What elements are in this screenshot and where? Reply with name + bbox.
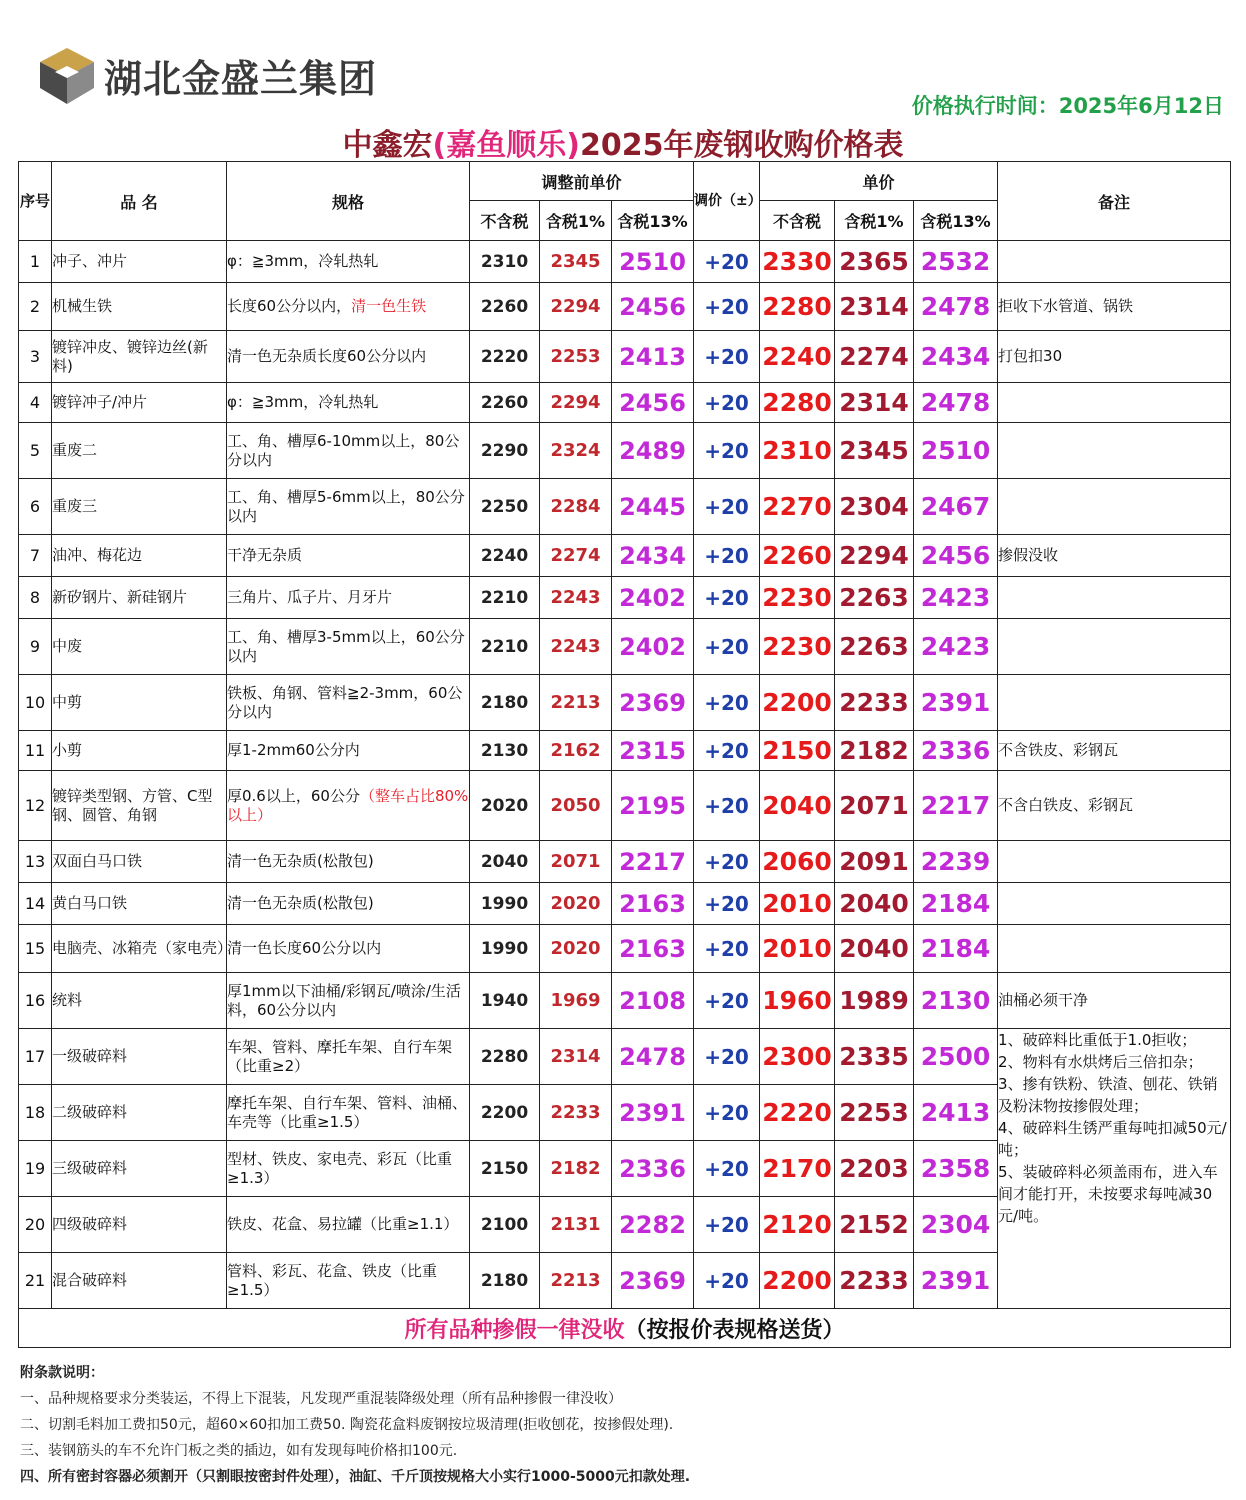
before-price-no-tax: 2040 xyxy=(470,841,540,883)
item-spec-text: 铁板、角钢、管料≧2-3mm，60公分以内 xyxy=(227,683,463,721)
table-row xyxy=(19,283,1231,331)
terms-item: 四、所有密封容器必须割开（只割眼按密封件处理），油缸、千斤顶按规格大小实行1000-5000元扣款处理. xyxy=(20,1469,691,1485)
cube-logo-icon xyxy=(36,44,98,106)
before-price-no-tax: 2260 xyxy=(470,383,540,423)
table-row xyxy=(19,383,1231,423)
before-price-tax13: 2217 xyxy=(612,841,694,883)
row-number: 19 xyxy=(19,1141,52,1197)
price-no-tax: 2150 xyxy=(760,731,835,771)
before-price-no-tax: 2210 xyxy=(470,619,540,675)
before-price-no-tax: 2220 xyxy=(470,331,540,383)
item-spec xyxy=(227,241,470,283)
item-spec-highlight: （整车占比80%以上） xyxy=(227,786,469,824)
before-price-tax1: 1969 xyxy=(540,973,612,1029)
terms-item: 一、品种规格要求分类装运，不得上下混装，凡发现严重混装降级处理（所有品种掺假一律没收） xyxy=(20,1391,622,1407)
item-name: 中废 xyxy=(52,619,227,675)
price-tax13: 2423 xyxy=(914,577,998,619)
item-spec-text: 清一色长度60公分以内 xyxy=(227,939,382,957)
item-spec xyxy=(227,577,470,619)
before-price-tax1: 2020 xyxy=(540,925,612,973)
price-tax13: 2391 xyxy=(914,675,998,731)
price-tax13: 2478 xyxy=(914,383,998,423)
header-note: 备注 xyxy=(998,162,1231,241)
row-number: 13 xyxy=(19,841,52,883)
table-row xyxy=(19,1029,1231,1085)
table-row xyxy=(19,771,1231,841)
page-title: 中鑫宏(嘉鱼顺乐)2025年废钢收购价格表 xyxy=(342,128,904,163)
item-spec-highlight: 清一色生铁 xyxy=(351,297,427,315)
header-adjust: 调价（±） xyxy=(694,162,760,241)
header-name: 品 名 xyxy=(52,162,227,241)
header-tax13: 含税13% xyxy=(914,201,998,241)
price-adjustment: +20 xyxy=(694,535,760,577)
price-tax1: 2253 xyxy=(835,1085,914,1141)
price-no-tax: 2240 xyxy=(760,331,835,383)
item-note: 不含铁皮、彩钢瓦 xyxy=(998,731,1231,771)
price-tax1: 2233 xyxy=(835,675,914,731)
price-no-tax: 2330 xyxy=(760,241,835,283)
price-no-tax: 2260 xyxy=(760,535,835,577)
item-name: 黄白马口铁 xyxy=(52,883,227,925)
before-price-tax1: 2294 xyxy=(540,283,612,331)
item-note xyxy=(998,841,1231,883)
before-price-no-tax: 1990 xyxy=(470,925,540,973)
row-number: 3 xyxy=(19,331,52,383)
terms-item: 三、装钢筋头的车不允许门板之类的插边，如有发现每吨价格扣100元. xyxy=(20,1443,458,1459)
header-unit-price: 单价 xyxy=(760,162,998,201)
terms-section xyxy=(20,1360,1230,1490)
price-no-tax: 1960 xyxy=(760,973,835,1029)
item-note: 拒收下水管道、锅铁 xyxy=(998,283,1231,331)
price-tax13: 2391 xyxy=(914,1253,998,1309)
price-adjustment: +20 xyxy=(694,241,760,283)
table-row xyxy=(19,479,1231,535)
price-no-tax: 2120 xyxy=(760,1197,835,1253)
before-price-tax13: 2163 xyxy=(612,883,694,925)
before-price-no-tax: 2240 xyxy=(470,535,540,577)
item-note: 不含白铁皮、彩钢瓦 xyxy=(998,771,1231,841)
price-no-tax: 2200 xyxy=(760,1253,835,1309)
before-price-tax13: 2108 xyxy=(612,973,694,1029)
table-row xyxy=(19,973,1231,1029)
item-name: 重废二 xyxy=(52,423,227,479)
table-row xyxy=(19,331,1231,383)
price-tax13: 2467 xyxy=(914,479,998,535)
price-tax13: 2358 xyxy=(914,1141,998,1197)
price-no-tax: 2220 xyxy=(760,1085,835,1141)
item-spec xyxy=(227,423,470,479)
before-price-no-tax: 2130 xyxy=(470,731,540,771)
header-before-no-tax: 不含税 xyxy=(470,201,540,241)
price-no-tax: 2310 xyxy=(760,423,835,479)
price-tax13: 2500 xyxy=(914,1029,998,1085)
row-number: 18 xyxy=(19,1085,52,1141)
row-number: 21 xyxy=(19,1253,52,1309)
item-spec-text: 车架、管料、摩托车架、自行车架（比重≥2） xyxy=(227,1037,453,1075)
row-number: 4 xyxy=(19,383,52,423)
item-spec-text: 长度60公分以内， xyxy=(227,297,352,315)
row-number: 2 xyxy=(19,283,52,331)
price-adjustment: +20 xyxy=(694,619,760,675)
item-spec xyxy=(227,841,470,883)
price-tax1: 2294 xyxy=(835,535,914,577)
price-no-tax: 2010 xyxy=(760,925,835,973)
price-tax13: 2336 xyxy=(914,731,998,771)
before-price-no-tax: 2180 xyxy=(470,675,540,731)
table-row xyxy=(19,423,1231,479)
footer-note: 所有品种掺假一律没收（按报价表规格送货） xyxy=(19,1309,1231,1348)
company-name: 湖北金盛兰集团 xyxy=(104,55,378,101)
item-spec-text: 摩托车架、自行车架、管料、油桶、车壳等（比重≥1.5） xyxy=(227,1093,468,1131)
price-tax1: 2263 xyxy=(835,619,914,675)
row-number: 6 xyxy=(19,479,52,535)
item-spec xyxy=(227,535,470,577)
crush-note-item: 5、装破碎料必须盖雨布，进入车间才能打开，未按要求每吨减30元/吨。 xyxy=(998,1163,1218,1225)
item-spec-text: φ：≧3mm，冷轧热轧 xyxy=(227,393,379,411)
item-name: 统料 xyxy=(52,973,227,1029)
item-note xyxy=(998,883,1231,925)
before-price-tax13: 2456 xyxy=(612,283,694,331)
row-number: 20 xyxy=(19,1197,52,1253)
before-price-tax1: 2182 xyxy=(540,1141,612,1197)
price-tax13: 2217 xyxy=(914,771,998,841)
header-before: 调整前单价 xyxy=(470,162,694,201)
before-price-tax13: 2510 xyxy=(612,241,694,283)
before-price-no-tax: 1940 xyxy=(470,973,540,1029)
before-price-tax13: 2336 xyxy=(612,1141,694,1197)
before-price-no-tax: 2310 xyxy=(470,241,540,283)
before-price-tax1: 2213 xyxy=(540,1253,612,1309)
table-row xyxy=(19,883,1231,925)
price-table-body xyxy=(19,241,1231,1309)
before-price-tax13: 2391 xyxy=(612,1085,694,1141)
item-note xyxy=(998,383,1231,423)
logo xyxy=(36,40,377,110)
before-price-tax1: 2284 xyxy=(540,479,612,535)
price-tax1: 2263 xyxy=(835,577,914,619)
header-before-tax13: 含税13% xyxy=(612,201,694,241)
price-adjustment: +20 xyxy=(694,1141,760,1197)
before-price-tax1: 2345 xyxy=(540,241,612,283)
price-tax1: 2274 xyxy=(835,331,914,383)
before-price-tax13: 2369 xyxy=(612,675,694,731)
terms-title: 附条款说明： xyxy=(20,1365,104,1381)
before-price-tax13: 2478 xyxy=(612,1029,694,1085)
item-spec xyxy=(227,731,470,771)
item-spec-text: 清一色无杂质(松散包) xyxy=(227,894,374,912)
item-note: 打包扣30 xyxy=(998,331,1231,383)
crush-notes xyxy=(998,1029,1231,1309)
price-tax1: 2304 xyxy=(835,479,914,535)
item-spec xyxy=(227,675,470,731)
before-price-tax13: 2445 xyxy=(612,479,694,535)
item-spec xyxy=(227,771,470,841)
header-before-tax1: 含税1% xyxy=(540,201,612,241)
item-spec-text: 厚1mm以下油桶/彩钢瓦/喷涂/生活料，60公分以内 xyxy=(227,981,461,1019)
price-no-tax: 2060 xyxy=(760,841,835,883)
item-name: 混合破碎料 xyxy=(52,1253,227,1309)
before-price-tax13: 2402 xyxy=(612,577,694,619)
price-adjustment: +20 xyxy=(694,479,760,535)
price-adjustment: +20 xyxy=(694,1253,760,1309)
item-name: 一级破碎料 xyxy=(52,1029,227,1085)
row-number: 15 xyxy=(19,925,52,973)
before-price-no-tax: 2150 xyxy=(470,1141,540,1197)
before-price-no-tax: 2260 xyxy=(470,283,540,331)
item-name: 镀锌冲皮、镀锌边丝(新料) xyxy=(52,331,227,383)
before-price-tax13: 2195 xyxy=(612,771,694,841)
item-spec xyxy=(227,925,470,973)
before-price-tax13: 2163 xyxy=(612,925,694,973)
price-adjustment: +20 xyxy=(694,283,760,331)
price-tax1: 2314 xyxy=(835,283,914,331)
item-note xyxy=(998,925,1231,973)
before-price-tax1: 2324 xyxy=(540,423,612,479)
item-note: 掺假没收 xyxy=(998,535,1231,577)
price-no-tax: 2230 xyxy=(760,577,835,619)
price-no-tax: 2170 xyxy=(760,1141,835,1197)
item-note: 油桶必须干净 xyxy=(998,973,1231,1029)
before-price-tax1: 2274 xyxy=(540,535,612,577)
before-price-tax13: 2434 xyxy=(612,535,694,577)
price-no-tax: 2040 xyxy=(760,771,835,841)
item-name: 镀锌类型钢、方管、C型钢、圆管、角钢 xyxy=(52,771,227,841)
before-price-no-tax: 1990 xyxy=(470,883,540,925)
row-number: 17 xyxy=(19,1029,52,1085)
table-row xyxy=(19,841,1231,883)
before-price-tax13: 2402 xyxy=(612,619,694,675)
crush-note-item: 3、掺有铁粉、铁渣、刨花、铁销及粉沫物按掺假处理； xyxy=(998,1075,1218,1115)
before-price-tax13: 2489 xyxy=(612,423,694,479)
item-spec xyxy=(227,1141,470,1197)
item-note xyxy=(998,619,1231,675)
price-tax13: 2184 xyxy=(914,925,998,973)
before-price-tax1: 2314 xyxy=(540,1029,612,1085)
item-name: 三级破碎料 xyxy=(52,1141,227,1197)
header-tax1: 含税1% xyxy=(835,201,914,241)
item-note xyxy=(998,241,1231,283)
before-price-tax1: 2050 xyxy=(540,771,612,841)
header-seq: 序号 xyxy=(19,162,52,241)
before-price-tax1: 2243 xyxy=(540,619,612,675)
before-price-no-tax: 2020 xyxy=(470,771,540,841)
price-tax1: 2091 xyxy=(835,841,914,883)
item-spec xyxy=(227,479,470,535)
before-price-no-tax: 2100 xyxy=(470,1197,540,1253)
header-spec: 规格 xyxy=(227,162,470,241)
item-spec xyxy=(227,973,470,1029)
table-row xyxy=(19,535,1231,577)
row-number: 9 xyxy=(19,619,52,675)
table-row xyxy=(19,241,1231,283)
price-tax1: 1989 xyxy=(835,973,914,1029)
before-price-no-tax: 2180 xyxy=(470,1253,540,1309)
price-adjustment: +20 xyxy=(694,331,760,383)
price-no-tax: 2270 xyxy=(760,479,835,535)
price-tax13: 2478 xyxy=(914,283,998,331)
price-tax1: 2314 xyxy=(835,383,914,423)
before-price-tax13: 2456 xyxy=(612,383,694,423)
before-price-tax1: 2243 xyxy=(540,577,612,619)
row-number: 11 xyxy=(19,731,52,771)
price-tax1: 2345 xyxy=(835,423,914,479)
crush-note-item: 2、物料有水烘烤后三倍扣杂； xyxy=(998,1053,1203,1071)
before-price-tax13: 2413 xyxy=(612,331,694,383)
price-no-tax: 2200 xyxy=(760,675,835,731)
price-tax13: 2413 xyxy=(914,1085,998,1141)
price-tax1: 2335 xyxy=(835,1029,914,1085)
price-adjustment: +20 xyxy=(694,675,760,731)
item-note xyxy=(998,423,1231,479)
item-spec xyxy=(227,883,470,925)
item-spec xyxy=(227,1197,470,1253)
price-adjustment: +20 xyxy=(694,731,760,771)
item-name: 重废三 xyxy=(52,479,227,535)
item-spec xyxy=(227,1085,470,1141)
crush-note-item: 4、破碎料生锈严重每吨扣减50元/吨； xyxy=(998,1119,1227,1159)
price-adjustment: +20 xyxy=(694,577,760,619)
table-row xyxy=(19,925,1231,973)
item-name: 小剪 xyxy=(52,731,227,771)
before-price-tax13: 2282 xyxy=(612,1197,694,1253)
item-name: 中剪 xyxy=(52,675,227,731)
item-name: 双面白马口铁 xyxy=(52,841,227,883)
price-tax1: 2182 xyxy=(835,731,914,771)
before-price-tax13: 2315 xyxy=(612,731,694,771)
price-adjustment: +20 xyxy=(694,1197,760,1253)
before-price-tax1: 2131 xyxy=(540,1197,612,1253)
price-no-tax: 2230 xyxy=(760,619,835,675)
before-price-tax1: 2294 xyxy=(540,383,612,423)
row-number: 14 xyxy=(19,883,52,925)
item-spec xyxy=(227,1029,470,1085)
price-tax13: 2456 xyxy=(914,535,998,577)
price-no-tax: 2280 xyxy=(760,283,835,331)
item-name: 二级破碎料 xyxy=(52,1085,227,1141)
price-no-tax: 2280 xyxy=(760,383,835,423)
table-row xyxy=(19,619,1231,675)
price-adjustment: +20 xyxy=(694,973,760,1029)
crush-note-item: 1、破碎料比重低于1.0拒收； xyxy=(998,1031,1197,1049)
row-number: 7 xyxy=(19,535,52,577)
item-spec-text: 型材、铁皮、家电壳、彩瓦（比重≥1.3） xyxy=(227,1149,453,1187)
item-spec-text: 铁皮、花盒、易拉罐（比重≥1.1） xyxy=(227,1215,459,1233)
price-tax13: 2304 xyxy=(914,1197,998,1253)
price-tax1: 2365 xyxy=(835,241,914,283)
row-number: 8 xyxy=(19,577,52,619)
price-tax1: 2152 xyxy=(835,1197,914,1253)
item-spec xyxy=(227,619,470,675)
price-adjustment: +20 xyxy=(694,925,760,973)
before-price-no-tax: 2290 xyxy=(470,423,540,479)
table-row xyxy=(19,577,1231,619)
item-name: 油冲、梅花边 xyxy=(52,535,227,577)
row-number: 5 xyxy=(19,423,52,479)
header-no-tax: 不含税 xyxy=(760,201,835,241)
terms-item: 二、切割毛料加工费扣50元，超60×60扣加工费50. 陶瓷花盒料废钢按垃圾清理(拒收刨花，按掺假处理). xyxy=(20,1417,674,1433)
price-no-tax: 2010 xyxy=(760,883,835,925)
price-tax1: 2040 xyxy=(835,883,914,925)
table-row xyxy=(19,731,1231,771)
row-number: 12 xyxy=(19,771,52,841)
price-tax13: 2510 xyxy=(914,423,998,479)
before-price-tax1: 2071 xyxy=(540,841,612,883)
before-price-tax1: 2233 xyxy=(540,1085,612,1141)
before-price-no-tax: 2210 xyxy=(470,577,540,619)
price-no-tax: 2300 xyxy=(760,1029,835,1085)
price-tax13: 2434 xyxy=(914,331,998,383)
item-spec-text: 工、角、槽厚5-6mm以上，80公分以内 xyxy=(227,487,465,525)
item-note xyxy=(998,675,1231,731)
item-note xyxy=(998,577,1231,619)
price-tax1: 2233 xyxy=(835,1253,914,1309)
price-adjustment: +20 xyxy=(694,841,760,883)
before-price-tax13: 2369 xyxy=(612,1253,694,1309)
item-name: 镀锌冲子/冲片 xyxy=(52,383,227,423)
price-adjustment: +20 xyxy=(694,771,760,841)
item-spec-text: 干净无杂质 xyxy=(227,546,303,564)
item-name: 机械生铁 xyxy=(52,283,227,331)
before-price-tax1: 2253 xyxy=(540,331,612,383)
row-number: 1 xyxy=(19,241,52,283)
exec-time: 价格执行时间：2025年6月12日 xyxy=(911,94,1224,118)
item-spec-text: 管料、彩瓦、花盒、铁皮（比重≥1.5） xyxy=(227,1261,438,1299)
item-spec xyxy=(227,331,470,383)
before-price-tax1: 2213 xyxy=(540,675,612,731)
price-adjustment: +20 xyxy=(694,1085,760,1141)
price-tax13: 2184 xyxy=(914,883,998,925)
price-tax13: 2532 xyxy=(914,241,998,283)
price-tax1: 2203 xyxy=(835,1141,914,1197)
price-adjustment: +20 xyxy=(694,1029,760,1085)
price-tax1: 2071 xyxy=(835,771,914,841)
before-price-tax1: 2162 xyxy=(540,731,612,771)
item-name: 新矽钢片、新硅钢片 xyxy=(52,577,227,619)
before-price-no-tax: 2250 xyxy=(470,479,540,535)
before-price-no-tax: 2200 xyxy=(470,1085,540,1141)
item-name: 电脑壳、冰箱壳（家电壳） xyxy=(52,925,227,973)
item-spec xyxy=(227,383,470,423)
price-tax13: 2130 xyxy=(914,973,998,1029)
price-tax13: 2239 xyxy=(914,841,998,883)
item-spec-text: 清一色无杂质长度60公分以内 xyxy=(227,347,427,365)
item-spec-text: 清一色无杂质(松散包) xyxy=(227,852,374,870)
item-spec xyxy=(227,283,470,331)
item-spec-text: 厚1-2mm60公分内 xyxy=(227,741,360,759)
item-name: 四级破碎料 xyxy=(52,1197,227,1253)
table-row xyxy=(19,675,1231,731)
price-tax13: 2423 xyxy=(914,619,998,675)
row-number: 16 xyxy=(19,973,52,1029)
price-tax1: 2040 xyxy=(835,925,914,973)
row-number: 10 xyxy=(19,675,52,731)
price-table xyxy=(18,161,1231,1348)
price-adjustment: +20 xyxy=(694,883,760,925)
before-price-tax1: 2020 xyxy=(540,883,612,925)
item-spec-text: 工、角、槽厚6-10mm以上，80公分以内 xyxy=(227,431,460,469)
item-spec xyxy=(227,1253,470,1309)
before-price-no-tax: 2280 xyxy=(470,1029,540,1085)
item-name: 冲子、冲片 xyxy=(52,241,227,283)
item-note xyxy=(998,479,1231,535)
item-spec-text: 三角片、瓜子片、月牙片 xyxy=(227,588,393,606)
item-spec-text: φ：≧3mm，冷轧热轧 xyxy=(227,252,379,270)
price-adjustment: +20 xyxy=(694,423,760,479)
item-spec-text: 厚0.6以上，60公分 xyxy=(227,786,360,805)
price-adjustment: +20 xyxy=(694,383,760,423)
item-spec-text: 工、角、槽厚3-5mm以上，60公分以内 xyxy=(227,627,465,665)
